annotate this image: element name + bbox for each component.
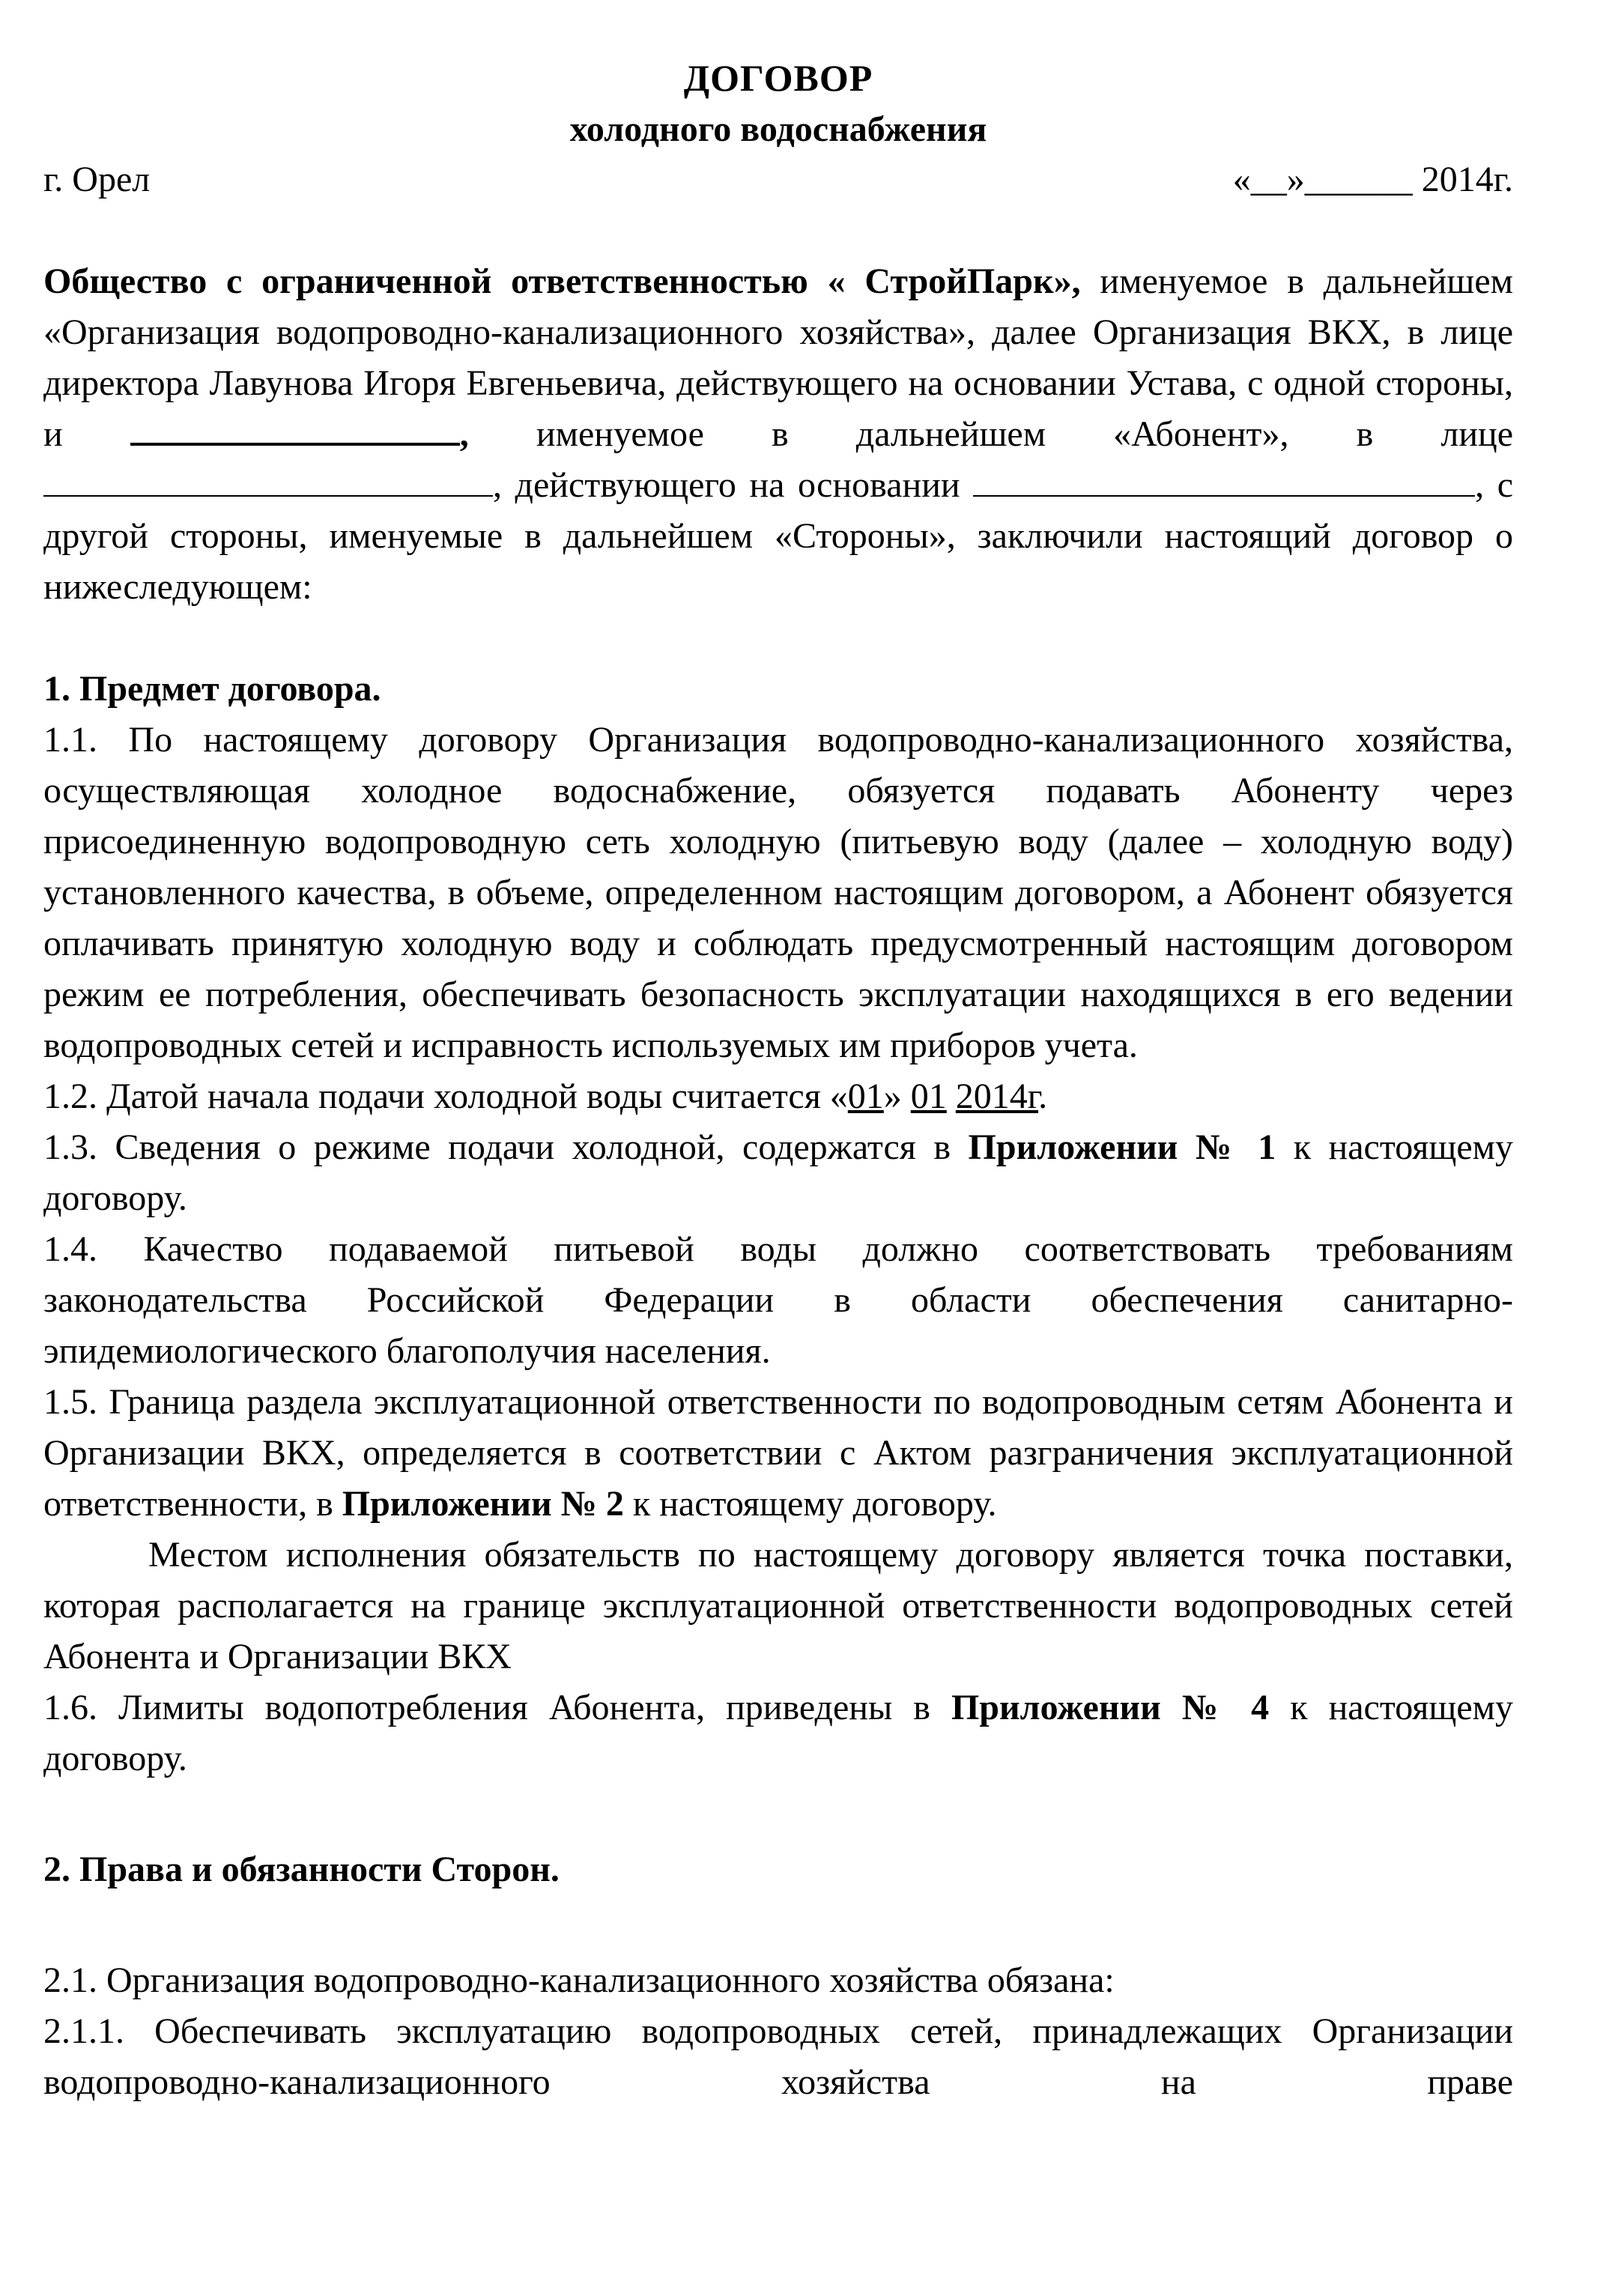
appendix-1-ref: Приложении № 1: [968, 1127, 1276, 1167]
spacer: [43, 1895, 1513, 1955]
spacer: [43, 205, 1513, 256]
clause-1-2: [43, 1071, 1513, 1122]
date-month-blank: ______: [1304, 160, 1413, 199]
preamble-text-3: , действующего на основании: [493, 465, 974, 505]
document-title: ДОГОВОР: [683, 57, 873, 99]
start-year: 2014г: [955, 1076, 1039, 1116]
preamble-text-4: , с другой стороны, именуемые в дальнейшем «Стороны», заключили настоящий договор о нижеследующем:: [43, 465, 1513, 607]
date-year: 2014г.: [1421, 160, 1513, 199]
clause-1-5-suffix: к настоящему договору.: [623, 1484, 997, 1524]
basis-blank: [973, 465, 1475, 497]
clause-2-1-1: 2.1.1. Обеспечивать эксплуатацию водопроводных сетей, принадлежащих Организации водопроводно-канализационного хозяйства на праве: [43, 2011, 1513, 2102]
counterparty-blank: [130, 413, 460, 446]
preamble-comma: ,: [459, 414, 469, 454]
clause-1-3-text: 1.3. Сведения о режиме подачи холодной, содержатся в: [43, 1127, 969, 1167]
date-open-quote: «: [1232, 160, 1251, 199]
date-close-quote: »: [1286, 160, 1305, 199]
clause-1-6-suffix: к настоящему договору.: [43, 1688, 1514, 1778]
appendix-4-ref: Приложении № 4: [951, 1688, 1270, 1727]
city: г. Орел: [43, 160, 151, 199]
clause-1-2-end: .: [1038, 1076, 1048, 1116]
clause-1-6: [43, 1682, 1513, 1784]
contract-date: [1233, 154, 1513, 205]
date-day-blank: __: [1250, 160, 1287, 199]
clause-1-5-place: Местом исполнения обязательств по настоящему договору является точка поставки, которая располагается на границе эксплуатационной ответственности водопроводных сетей Абонента и Организации ВКХ: [43, 1535, 1513, 1676]
clause-1-5-text: 1.5. Граница раздела эксплуатационной ответственности по водопроводным сетям Абонента и Организации ВКХ, определяется в соответствии с Актом разграничения эксплуатационной ответственности, в: [43, 1382, 1513, 1524]
city-date-line: [43, 154, 1513, 205]
start-month: 01: [910, 1076, 947, 1116]
document-subtitle: холодного водоснабжения: [569, 109, 987, 149]
start-day: 01: [847, 1076, 884, 1116]
document-content: [43, 51, 1513, 2108]
clause-1-3-suffix: к настоящему договору.: [43, 1127, 1513, 1218]
clause-1-6-text: 1.6. Лимиты водопотребления Абонента, приведены в: [43, 1688, 951, 1727]
spacer: [43, 1784, 1513, 1844]
clause-2-1: 2.1. Организация водопроводно-канализационного хозяйства обязана:: [43, 1960, 1115, 2000]
representative-blank: [43, 465, 493, 497]
clause-1-2-mid: »: [883, 1076, 911, 1116]
section-1-heading: 1. Предмет договора.: [43, 669, 381, 709]
org-name: Общество с ограниченной ответственностью « СтройПарк»,: [43, 261, 1081, 301]
preamble: [43, 256, 1513, 613]
clause-1-1: 1.1. По настоящему договору Организация водопроводно-канализационного хозяйства, осуществляющая холодное водоснабжение, обязуется подавать Абоненту через присоединенную водопроводную сеть холодную (питьевую воду (далее – холодную воду) установленного качества, в объеме, определенном настоящим договором, а Абонент обязуется оплачивать принятую холодную воду и соблюдать предусмотренный настоящим договором режим ее потребления, обеспечивать безопасность эксплуатации находящихся в его ведении водопроводных сетей и исправность используемых им приборов учета.: [43, 720, 1513, 1065]
clause-1-4: 1.4. Качество подаваемой питьевой воды должно соответствовать требованиям законодательства Российской Федерации в области обеспечения санитарно-эпидемиологического благополучия населения.: [43, 1229, 1513, 1371]
spacer: [43, 613, 1513, 664]
clause-1-5: [43, 1377, 1513, 1530]
preamble-text-2: именуемое в дальнейшем «Абонент», в лице: [468, 414, 1513, 454]
preamble-text-1: именуемое в дальнейшем «Организация водопроводно-канализационного хозяйства», далее Организация ВКХ, в лице директора Лавунова Игоря Евгеньевича, действующего на основании Устава, с одной стороны, и: [43, 261, 1513, 454]
section-2-heading: 2. Права и обязанности Сторон.: [43, 1850, 560, 1889]
clause-1-2-text: 1.2. Датой начала подачи холодной воды считается «: [43, 1076, 848, 1116]
clause-1-2-space: [947, 1076, 956, 1116]
clause-1-3: [43, 1122, 1513, 1224]
appendix-2-ref: Приложении № 2: [342, 1484, 624, 1524]
